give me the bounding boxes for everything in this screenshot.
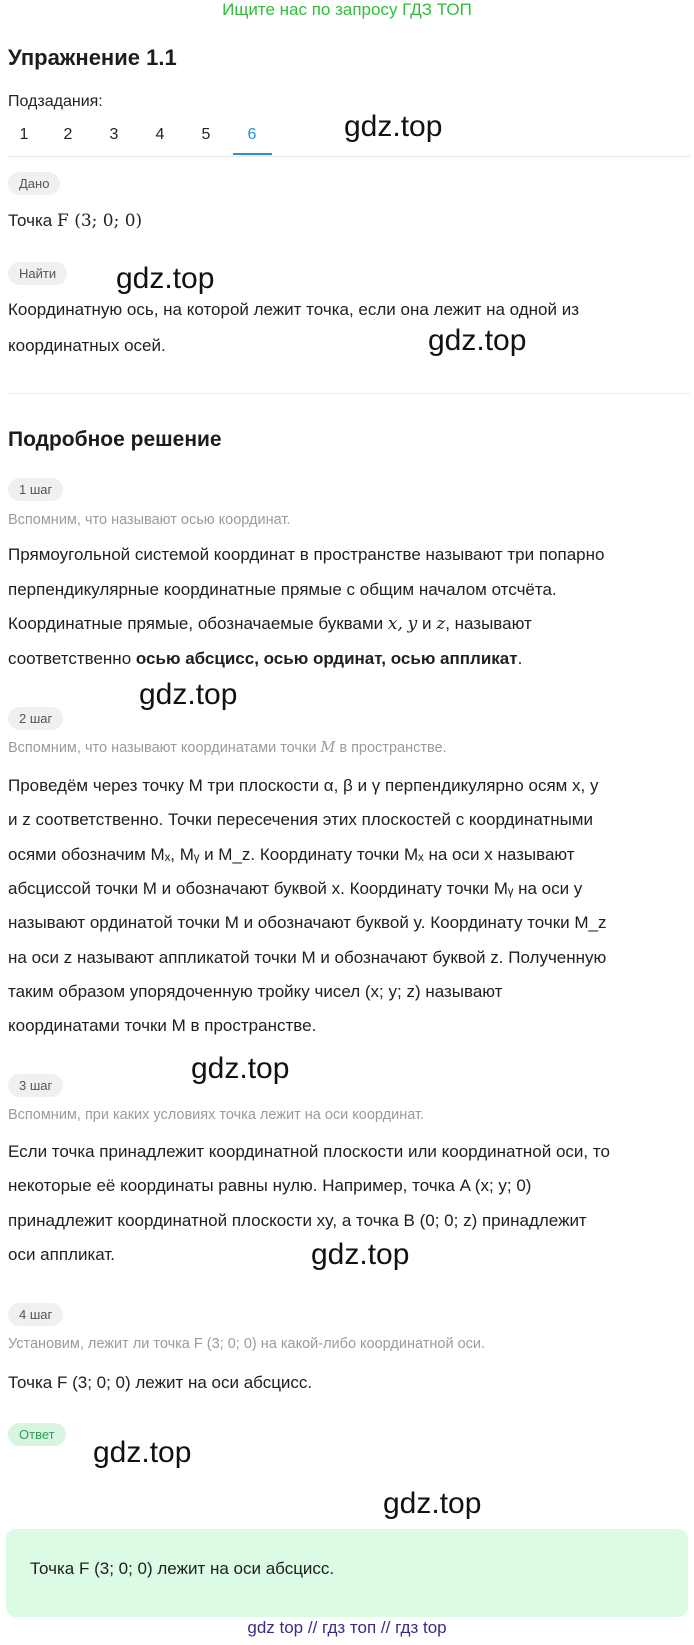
top-banner: Ищите нас по запросу ГДЗ ТОП [222,0,472,19]
find-text-line-2: координатных осей. [8,336,166,355]
math-x: x, [387,614,403,634]
watermark: gdz.top [344,110,443,143]
solution-title: Подробное решение [8,428,222,451]
step-2-line: на оси z называют аппликатой точки M и обозначают буквой z. Полученную [8,948,607,967]
tab-5[interactable]: 5 [201,126,211,143]
step-1-line: перпендикулярные координатные прямые с общим началом отсчёта. [8,580,557,599]
watermark: gdz.top [93,1436,192,1469]
step-1-label: 1 шаг [8,478,63,501]
step-2-line: называют ординатой точки M и обозначают буквой y. Координату точки M_z [8,913,607,932]
step-2-label: 2 шаг [8,707,63,730]
footer-link-gdz-top-mixed[interactable]: гдз top [395,1618,447,1637]
footer-link-gdz-top-ru[interactable]: гдз топ [322,1618,377,1637]
watermark: gdz.top [191,1052,290,1085]
step-4-badge [8,1303,63,1326]
subtasks-label: Подзадания: [8,93,103,110]
find-badge [8,262,67,285]
footer-separator: // [307,1618,318,1637]
answer-box [6,1529,688,1617]
step-2-hint-text: в пространстве. [339,740,447,756]
step-2-hint [8,740,688,756]
answer-label: Ответ [8,1423,66,1446]
watermark: gdz.top [428,324,527,357]
step-1-text: , называют [445,614,532,633]
step-1-line: Прямоугольной системой координат в пространстве называют три попарно [8,545,605,564]
tab-4[interactable]: 4 [155,126,165,143]
footer-links [0,1618,694,1638]
given-badge [8,172,60,195]
step-4-hint: Установим, лежит ли точка F (3; 0; 0) на какой-либо координатной оси. [8,1336,486,1352]
math-y: y [407,614,418,634]
tab-1[interactable]: 1 [19,126,29,143]
step-2-line: осями обозначим Mₓ, Mᵧ и M_z. Координату точки Mₓ на оси x называют [8,845,575,864]
step-3-line: принадлежит координатной плоскости xy, а точка B (0; 0; z) принадлежит [8,1211,587,1230]
footer-separator: // [380,1618,391,1637]
step-3-line: некоторые её координаты равны нулю. Например, точка A (x; y; 0) [8,1176,532,1195]
step-3-line: оси аппликат. [8,1245,115,1264]
step-1-text: Координатные прямые, обозначаемые буквами [8,614,384,633]
section-divider [8,393,690,394]
step-1-text: и [421,614,432,633]
find-text-line-1: Координатную ось, на которой лежит точка, если она лежит на одной из [8,300,580,319]
tab-6[interactable]: 6 [247,126,257,143]
step-2-line: абсциссой точки M и обозначают буквой x. Координату точки Mᵧ на оси y [8,879,583,898]
step-4-line: Точка F (3; 0; 0) лежит на оси абсцисс. [8,1373,313,1392]
math-z: z [436,614,446,634]
step-1-text: . [517,649,523,668]
step-1-line [8,641,688,677]
given-text [8,203,688,239]
math-m: M [320,740,336,756]
watermark: gdz.top [116,262,215,295]
watermark: gdz.top [311,1238,410,1271]
step-2-badge [8,707,63,730]
answer-text: Точка F (3; 0; 0) лежит на оси абсцисс. [30,1559,335,1578]
given-text-word: Точка [8,211,53,230]
watermark: gdz.top [383,1487,482,1520]
find-label: Найти [8,262,67,285]
step-2-line: Проведём через точку M три плоскости α, β и γ перпендикулярно осям x, y [8,776,599,795]
step-1-hint: Вспомним, что называют осью координат. [8,512,291,528]
step-1-line [8,606,688,642]
tab-3[interactable]: 3 [109,126,119,143]
step-1-badge [8,478,63,501]
step-2-hint-text: Вспомним, что называют координатами точки [8,740,317,756]
watermark: gdz.top [139,678,238,711]
step-2-line: и z соответственно. Точки пересечения этих плоскостей с координатными [8,810,593,829]
step-4-label: 4 шаг [8,1303,63,1326]
step-3-hint: Вспомним, при каких условиях точка лежит на оси координат. [8,1107,425,1123]
active-tab-underline [233,153,272,155]
tab-2[interactable]: 2 [63,126,73,143]
axes-names: осью абсцисс, осью ординат, осью аппликат [135,649,518,668]
step-1-text: соответственно [8,649,132,668]
page-title: Упражнение 1.1 [8,45,177,70]
step-3-label: 3 шаг [8,1074,63,1097]
footer-link-gdz-top[interactable]: gdz top [247,1618,304,1637]
step-3-line: Если точка принадлежит координатной плоскости или координатной оси, то [8,1142,610,1161]
step-2-line: координатами точки M в пространстве. [8,1016,317,1035]
step-3-badge [8,1074,63,1097]
given-point: F (3; 0; 0) [57,211,143,231]
answer-badge [8,1423,66,1446]
step-2-line: таким образом упорядоченную тройку чисел (x; y; z) называют [8,982,503,1001]
given-label: Дано [8,172,60,195]
